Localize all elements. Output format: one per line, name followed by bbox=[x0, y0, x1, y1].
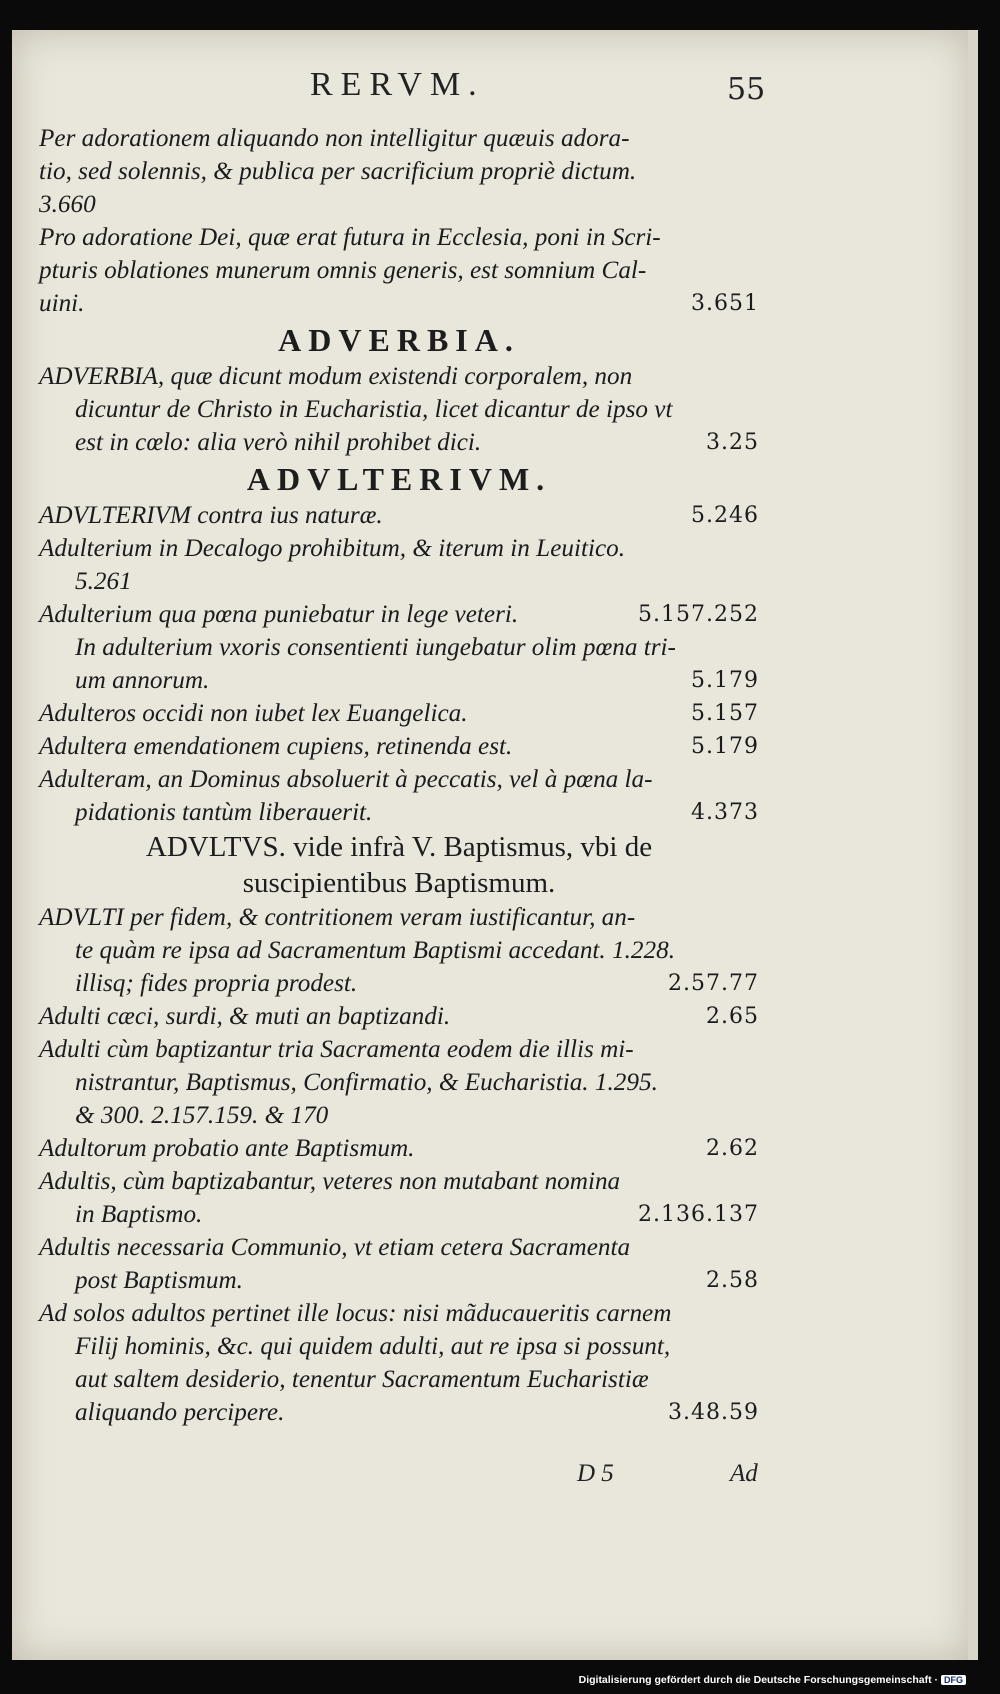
page-header bbox=[12, 66, 970, 116]
entry-text: Adultis necessaria Communio, vt etiam cetera Sacramenta bbox=[39, 1234, 631, 1261]
entry-text: 3.660 bbox=[39, 191, 96, 218]
entry-line bbox=[39, 1363, 759, 1396]
entry-text: est in cœlo: alia verò nihil prohibet dici. bbox=[75, 429, 482, 456]
entry-text: Per adorationem aliquando non intelligitur quæuis adora- bbox=[39, 125, 630, 152]
entry-line bbox=[39, 499, 759, 532]
entry-line bbox=[39, 1198, 759, 1231]
entry-line bbox=[39, 598, 759, 631]
entry-text: Adulteram, an Dominus absoluerit à peccatis, vel à pœna la- bbox=[39, 766, 653, 793]
section-heading-line: ADVLTVS. vide infrà V. Baptismus, vbi de bbox=[145, 831, 653, 863]
page-reference: 3.25 bbox=[706, 430, 759, 455]
page-reference: 5.179 bbox=[691, 734, 759, 759]
entry-text: Ad solos adultos pertinet ille locus: nisi mãducaueritis carnem bbox=[39, 1300, 672, 1327]
entry-text: Adulterium in Decalogo prohibitum, & iterum in Leuitico. bbox=[39, 535, 626, 562]
entry-text: Adultera emendationem cupiens, retinenda est. bbox=[39, 733, 513, 760]
entry-text: dicuntur de Christo in Eucharistia, licet dicantur de ipso vt bbox=[75, 396, 673, 423]
entry-line bbox=[39, 1000, 759, 1033]
entry-text: In adulterium vxoris consentienti iungebatur olim pœna tri- bbox=[75, 634, 676, 661]
entry-line bbox=[39, 1231, 759, 1264]
entry-line bbox=[39, 967, 759, 1000]
entry-text: nistrantur, Baptismus, Confirmatio, & Eucharistia. 1.295. bbox=[75, 1069, 658, 1096]
index-entry bbox=[39, 730, 759, 763]
entry-text: uini. bbox=[39, 290, 85, 317]
entry-line bbox=[39, 360, 759, 393]
section-heading bbox=[39, 829, 759, 901]
entry-line bbox=[39, 393, 759, 426]
digitization-credit bbox=[579, 1674, 966, 1686]
section-heading: ADVERBIA. bbox=[278, 322, 520, 358]
entry-line bbox=[39, 254, 759, 287]
entry-line bbox=[39, 901, 759, 934]
index-entry bbox=[39, 1231, 759, 1297]
page-reference: 4.373 bbox=[691, 800, 759, 825]
entry-line bbox=[39, 188, 759, 221]
entry-line bbox=[39, 934, 759, 967]
entry-line bbox=[39, 796, 759, 829]
entry-line bbox=[39, 1264, 759, 1297]
entry-text: Adulti cùm baptizantur tria Sacramenta eodem die illis mi- bbox=[39, 1036, 634, 1063]
page-reference: 2.62 bbox=[706, 1136, 759, 1161]
entry-text: Adultis, cùm baptizabantur, veteres non mutabant nomina bbox=[39, 1168, 621, 1195]
entry-line bbox=[39, 664, 759, 697]
entry-line bbox=[39, 1099, 759, 1132]
entry-line bbox=[39, 287, 759, 320]
index-entry bbox=[39, 697, 759, 730]
credit-text: Digitalisierung gefördert durch die Deutsche Forschungsgemeinschaft · bbox=[578, 1674, 938, 1686]
index-entry bbox=[39, 499, 759, 532]
index-entry bbox=[39, 598, 759, 631]
entry-text: Pro adoratione Dei, quæ erat futura in Ecclesia, poni in Scri- bbox=[39, 224, 661, 251]
index-entry bbox=[39, 1000, 759, 1033]
entry-line bbox=[39, 532, 759, 565]
entry-text: te quàm re ipsa ad Sacramentum Baptismi accedant. 1.228. bbox=[75, 937, 675, 964]
dfg-logo: DFG bbox=[941, 1675, 966, 1685]
index-entry bbox=[39, 1165, 759, 1231]
entry-text: pidationis tantùm liberauerit. bbox=[75, 799, 373, 826]
entry-text: in Baptismo. bbox=[75, 1201, 203, 1228]
index-entry bbox=[39, 360, 759, 459]
entry-text: um annorum. bbox=[75, 667, 210, 694]
page-reference: 5.179 bbox=[691, 668, 759, 693]
page-footer bbox=[12, 1460, 970, 1500]
entry-line bbox=[39, 697, 759, 730]
entry-text: ADVERBIA, quæ dicunt modum existendi corporalem, non bbox=[39, 363, 633, 390]
page-reference: 2.65 bbox=[706, 1004, 759, 1029]
page-reference: 3.48.59 bbox=[668, 1400, 759, 1425]
entry-text: pturis oblationes munerum omnis generis, est somnium Cal- bbox=[39, 257, 647, 284]
entry-line bbox=[39, 1165, 759, 1198]
index-entry bbox=[39, 1132, 759, 1165]
entry-line bbox=[39, 1297, 759, 1330]
page-reference: 2.136.137 bbox=[638, 1202, 759, 1227]
entry-line bbox=[39, 763, 759, 796]
entry-text: ADVLTI per fidem, & contritionem veram iustificantur, an- bbox=[39, 904, 636, 931]
index-entry bbox=[39, 532, 759, 598]
entry-text: Adulteros occidi non iubet lex Euangelica. bbox=[39, 700, 468, 727]
entry-text: aliquando percipere. bbox=[75, 1399, 285, 1426]
entry-text: tio, sed solennis, & publica per sacrificium propriè dictum. bbox=[39, 158, 637, 185]
entry-line bbox=[39, 221, 759, 254]
page-reference: 3.651 bbox=[691, 291, 759, 316]
entry-line bbox=[39, 1033, 759, 1066]
index-entry bbox=[39, 901, 759, 1000]
entry-line bbox=[39, 631, 759, 664]
entry-text: illisq; fides propria prodest. bbox=[75, 970, 358, 997]
entry-line bbox=[39, 155, 759, 188]
entry-line bbox=[39, 565, 759, 598]
signature-mark: D 5 bbox=[577, 1460, 614, 1487]
entry-line bbox=[39, 426, 759, 459]
index-entry bbox=[39, 221, 759, 320]
page-number: 55 bbox=[727, 72, 766, 107]
entry-text: ADVLTERIVM contra ius naturæ. bbox=[39, 502, 383, 529]
entry-text: & 300. 2.157.159. & 170 bbox=[75, 1102, 329, 1129]
entry-line bbox=[39, 122, 759, 155]
page-reference: 5.246 bbox=[691, 503, 759, 528]
section-heading: ADVLTERIVM. bbox=[246, 461, 552, 497]
section-heading-line: suscipientibus Baptismum. bbox=[242, 867, 556, 899]
entry-line bbox=[39, 1132, 759, 1165]
entry-text: Adulti cæci, surdi, & muti an baptizandi. bbox=[39, 1003, 451, 1030]
index-entry bbox=[39, 763, 759, 829]
page-reference: 5.157 bbox=[691, 701, 759, 726]
page-reference: 5.157.252 bbox=[638, 602, 759, 627]
entry-text: aut saltem desiderio, tenentur Sacramentum Eucharistiæ bbox=[75, 1366, 649, 1393]
entry-text: Adulterium qua pœna puniebatur in lege veteri. bbox=[39, 601, 519, 628]
entry-text: 5.261 bbox=[75, 568, 132, 595]
index-entry bbox=[39, 631, 759, 697]
entry-line bbox=[39, 1066, 759, 1099]
index-entry bbox=[39, 1297, 759, 1429]
entry-text: post Baptismum. bbox=[75, 1267, 243, 1294]
entry-text: Filij hominis, &c. qui quidem adulti, aut re ipsa si possunt, bbox=[75, 1333, 671, 1360]
entry-line bbox=[39, 730, 759, 763]
entry-line bbox=[39, 1396, 759, 1429]
page-reference: 2.57.77 bbox=[668, 971, 759, 996]
catchword: Ad bbox=[730, 1460, 758, 1487]
entry-line bbox=[39, 1330, 759, 1363]
index-entry bbox=[39, 1033, 759, 1132]
entry-text: Adultorum probatio ante Baptismum. bbox=[39, 1135, 415, 1162]
page-reference: 2.58 bbox=[706, 1268, 759, 1293]
index-entry bbox=[39, 122, 759, 221]
running-head: RERVM. bbox=[310, 66, 485, 103]
index-entries bbox=[39, 122, 759, 1429]
book-page bbox=[12, 30, 970, 1660]
